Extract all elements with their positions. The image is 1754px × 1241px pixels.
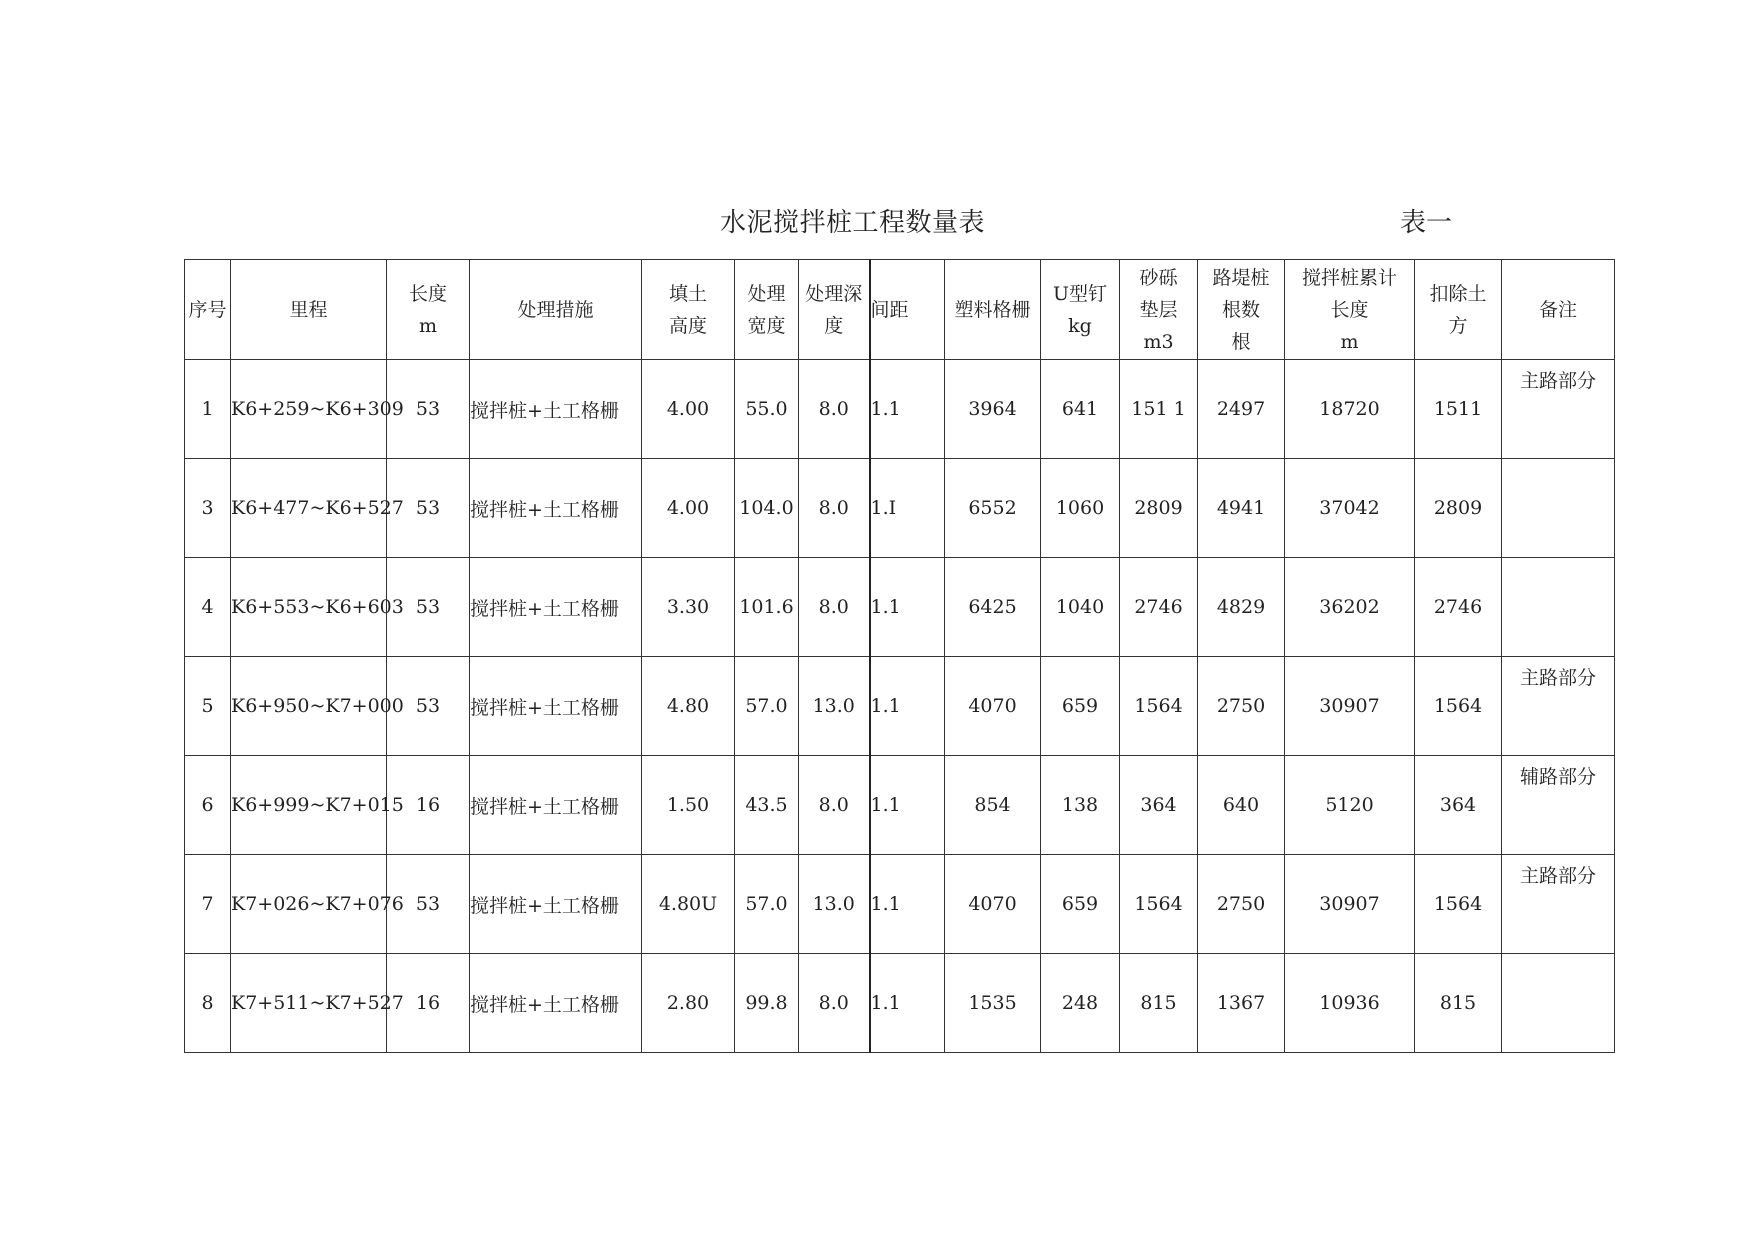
cell-pile-count: 4941 [1198, 459, 1285, 558]
header-pile-count [1198, 260, 1285, 360]
cell-measure: 搅拌桩+土工格栅 [470, 360, 642, 459]
cell-depth: 8.0 [799, 756, 870, 855]
table-row [185, 855, 1615, 954]
cell-depth: 13.0 [799, 657, 870, 756]
table-row [185, 954, 1615, 1053]
cell-fill-height: 3.30 [642, 558, 735, 657]
quantity-table [184, 259, 1615, 1053]
cell-remark [1502, 459, 1615, 558]
cell-width: 101.6 [735, 558, 799, 657]
header-label-line: 路堤桩 [1212, 266, 1270, 289]
header-label-line: 根 [1231, 330, 1251, 353]
header-label-line: 度 [824, 314, 844, 337]
cell-mileage: K6+477~K6+527 [231, 459, 387, 558]
header-label-line: 扣除土 [1429, 282, 1487, 305]
cell-seq: 8 [185, 954, 231, 1053]
header-depth [799, 260, 870, 360]
cell-pile-length: 10936 [1285, 954, 1415, 1053]
cell-measure: 搅拌桩+土工格栅 [470, 558, 642, 657]
header-pile-length [1285, 260, 1415, 360]
cell-gravel: 815 [1120, 954, 1198, 1053]
header-measure [470, 260, 642, 360]
header-label-line: 序号 [188, 298, 227, 321]
cell-width: 99.8 [735, 954, 799, 1053]
header-label-line: 塑料格栅 [954, 298, 1031, 321]
header-label-line: 备注 [1538, 298, 1577, 321]
table-row [185, 756, 1615, 855]
cell-u-nail: 659 [1041, 855, 1120, 954]
cell-fill-height: 2.80 [642, 954, 735, 1053]
cell-deduct: 1511 [1415, 360, 1502, 459]
cell-seq: 1 [185, 360, 231, 459]
header-seq [185, 260, 231, 360]
cell-width: 43.5 [735, 756, 799, 855]
cell-mileage: K7+511~K7+527 [231, 954, 387, 1053]
table-label: 表一 [1400, 208, 1453, 238]
cell-spacing: 1.I [870, 459, 945, 558]
cell-deduct: 364 [1415, 756, 1502, 855]
header-label-line: 方 [1448, 314, 1468, 337]
cell-remark: 辅路部分 [1502, 756, 1615, 855]
cell-mileage: K6+999~K7+015 [231, 756, 387, 855]
header-deduct [1415, 260, 1502, 360]
cell-mileage: K6+950~K7+000 [231, 657, 387, 756]
cell-pile-length: 30907 [1285, 855, 1415, 954]
header-label-line: m3 [1143, 330, 1174, 353]
cell-seq: 5 [185, 657, 231, 756]
cell-pile-length: 5120 [1285, 756, 1415, 855]
header-gravel [1120, 260, 1198, 360]
cell-gravel: 2809 [1120, 459, 1198, 558]
cell-deduct: 1564 [1415, 657, 1502, 756]
cell-u-nail: 1060 [1041, 459, 1120, 558]
table-row [185, 558, 1615, 657]
header-remark [1502, 260, 1615, 360]
cell-pile-count: 2750 [1198, 855, 1285, 954]
cell-spacing: 1.1 [870, 558, 945, 657]
cell-pile-count: 640 [1198, 756, 1285, 855]
cell-measure: 搅拌桩+土工格栅 [470, 657, 642, 756]
cell-gravel: 1564 [1120, 657, 1198, 756]
cell-u-nail: 641 [1041, 360, 1120, 459]
cell-fill-height: 1.50 [642, 756, 735, 855]
header-mileage [231, 260, 387, 360]
cell-geogrid: 854 [945, 756, 1041, 855]
cell-pile-count: 2497 [1198, 360, 1285, 459]
cell-depth: 13.0 [799, 855, 870, 954]
header-label-line: U型钉 [1052, 282, 1107, 305]
cell-mileage: K6+259~K6+309 [231, 360, 387, 459]
header-label-line: 根数 [1221, 298, 1260, 321]
cell-pile-length: 18720 [1285, 360, 1415, 459]
cell-remark: 主路部分 [1502, 657, 1615, 756]
header-label-line: 处理深 [805, 282, 863, 305]
cell-pile-count: 1367 [1198, 954, 1285, 1053]
cell-deduct: 2809 [1415, 459, 1502, 558]
header-label-line: 宽度 [747, 314, 786, 337]
cell-depth: 8.0 [799, 558, 870, 657]
header-label-line: 处理措施 [517, 298, 594, 321]
header-length [387, 260, 470, 360]
cell-mileage: K7+026~K7+076 [231, 855, 387, 954]
cell-pile-count: 4829 [1198, 558, 1285, 657]
header-label-line: 长度 [408, 282, 447, 305]
cell-spacing: 1.1 [870, 855, 945, 954]
header-label-line: 高度 [668, 314, 707, 337]
cell-geogrid: 6552 [945, 459, 1041, 558]
header-label-line: 砂砾 [1139, 266, 1178, 289]
cell-measure: 搅拌桩+土工格栅 [470, 459, 642, 558]
cell-remark: 主路部分 [1502, 855, 1615, 954]
header-label-line: 长度 [1330, 298, 1369, 321]
cell-measure: 搅拌桩+土工格栅 [470, 756, 642, 855]
cell-remark [1502, 954, 1615, 1053]
cell-gravel: 151 1 [1120, 360, 1198, 459]
cell-length: 53 [387, 459, 470, 558]
cell-u-nail: 138 [1041, 756, 1120, 855]
header-label-line: m [1340, 330, 1359, 353]
cell-seq: 3 [185, 459, 231, 558]
cell-length: 53 [387, 360, 470, 459]
cell-width: 57.0 [735, 657, 799, 756]
cell-length: 16 [387, 756, 470, 855]
cell-gravel: 364 [1120, 756, 1198, 855]
cell-fill-height: 4.00 [642, 459, 735, 558]
cell-remark: 主路部分 [1502, 360, 1615, 459]
table-row [185, 360, 1615, 459]
header-label-line: m [418, 314, 438, 337]
cell-width: 57.0 [735, 855, 799, 954]
cell-spacing: 1.1 [870, 360, 945, 459]
header-geogrid [945, 260, 1041, 360]
header-label-line: 填土 [668, 282, 707, 305]
cell-pile-length: 36202 [1285, 558, 1415, 657]
cell-depth: 8.0 [799, 954, 870, 1053]
cell-fill-height: 4.80 [642, 657, 735, 756]
cell-width: 55.0 [735, 360, 799, 459]
cell-u-nail: 248 [1041, 954, 1120, 1053]
table-row [185, 657, 1615, 756]
cell-fill-height: 4.00 [642, 360, 735, 459]
cell-length: 16 [387, 954, 470, 1053]
cell-u-nail: 1040 [1041, 558, 1120, 657]
cell-pile-length: 30907 [1285, 657, 1415, 756]
cell-pile-length: 37042 [1285, 459, 1415, 558]
header-label-line: 里程 [289, 298, 328, 321]
header-label-line: 搅拌桩累计 [1301, 266, 1397, 289]
table-row [185, 459, 1615, 558]
cell-measure: 搅拌桩+土工格栅 [470, 855, 642, 954]
cell-deduct: 815 [1415, 954, 1502, 1053]
cell-fill-height: 4.80U [642, 855, 735, 954]
cell-u-nail: 659 [1041, 657, 1120, 756]
header-row [185, 260, 1615, 360]
header-u-nail [1041, 260, 1120, 360]
header-label-line: 垫层 [1139, 298, 1178, 321]
cell-length: 53 [387, 855, 470, 954]
cell-remark [1502, 558, 1615, 657]
cell-measure: 搅拌桩+土工格栅 [470, 954, 642, 1053]
cell-seq: 6 [185, 756, 231, 855]
cell-gravel: 2746 [1120, 558, 1198, 657]
cell-spacing: 1.1 [870, 657, 945, 756]
cell-geogrid: 1535 [945, 954, 1041, 1053]
cell-deduct: 2746 [1415, 558, 1502, 657]
cell-geogrid: 3964 [945, 360, 1041, 459]
header-label-line: kg [1068, 314, 1092, 337]
header-fill-height [642, 260, 735, 360]
header-label-line: 处理 [747, 282, 786, 305]
cell-gravel: 1564 [1120, 855, 1198, 954]
page-title: 水泥搅拌桩工程数量表 [720, 208, 986, 238]
cell-seq: 4 [185, 558, 231, 657]
header-width [735, 260, 799, 360]
cell-seq: 7 [185, 855, 231, 954]
header-spacing [870, 260, 945, 360]
cell-mileage: K6+553~K6+603 [231, 558, 387, 657]
cell-geogrid: 6425 [945, 558, 1041, 657]
table-body [185, 360, 1615, 1053]
cell-depth: 8.0 [799, 360, 870, 459]
cell-depth: 8.0 [799, 459, 870, 558]
cell-length: 53 [387, 657, 470, 756]
cell-geogrid: 4070 [945, 855, 1041, 954]
cell-spacing: 1.1 [870, 954, 945, 1053]
cell-spacing: 1.1 [870, 756, 945, 855]
header-label-line: 间距 [870, 298, 909, 321]
cell-length: 53 [387, 558, 470, 657]
cell-deduct: 1564 [1415, 855, 1502, 954]
cell-pile-count: 2750 [1198, 657, 1285, 756]
cell-geogrid: 4070 [945, 657, 1041, 756]
cell-width: 104.0 [735, 459, 799, 558]
